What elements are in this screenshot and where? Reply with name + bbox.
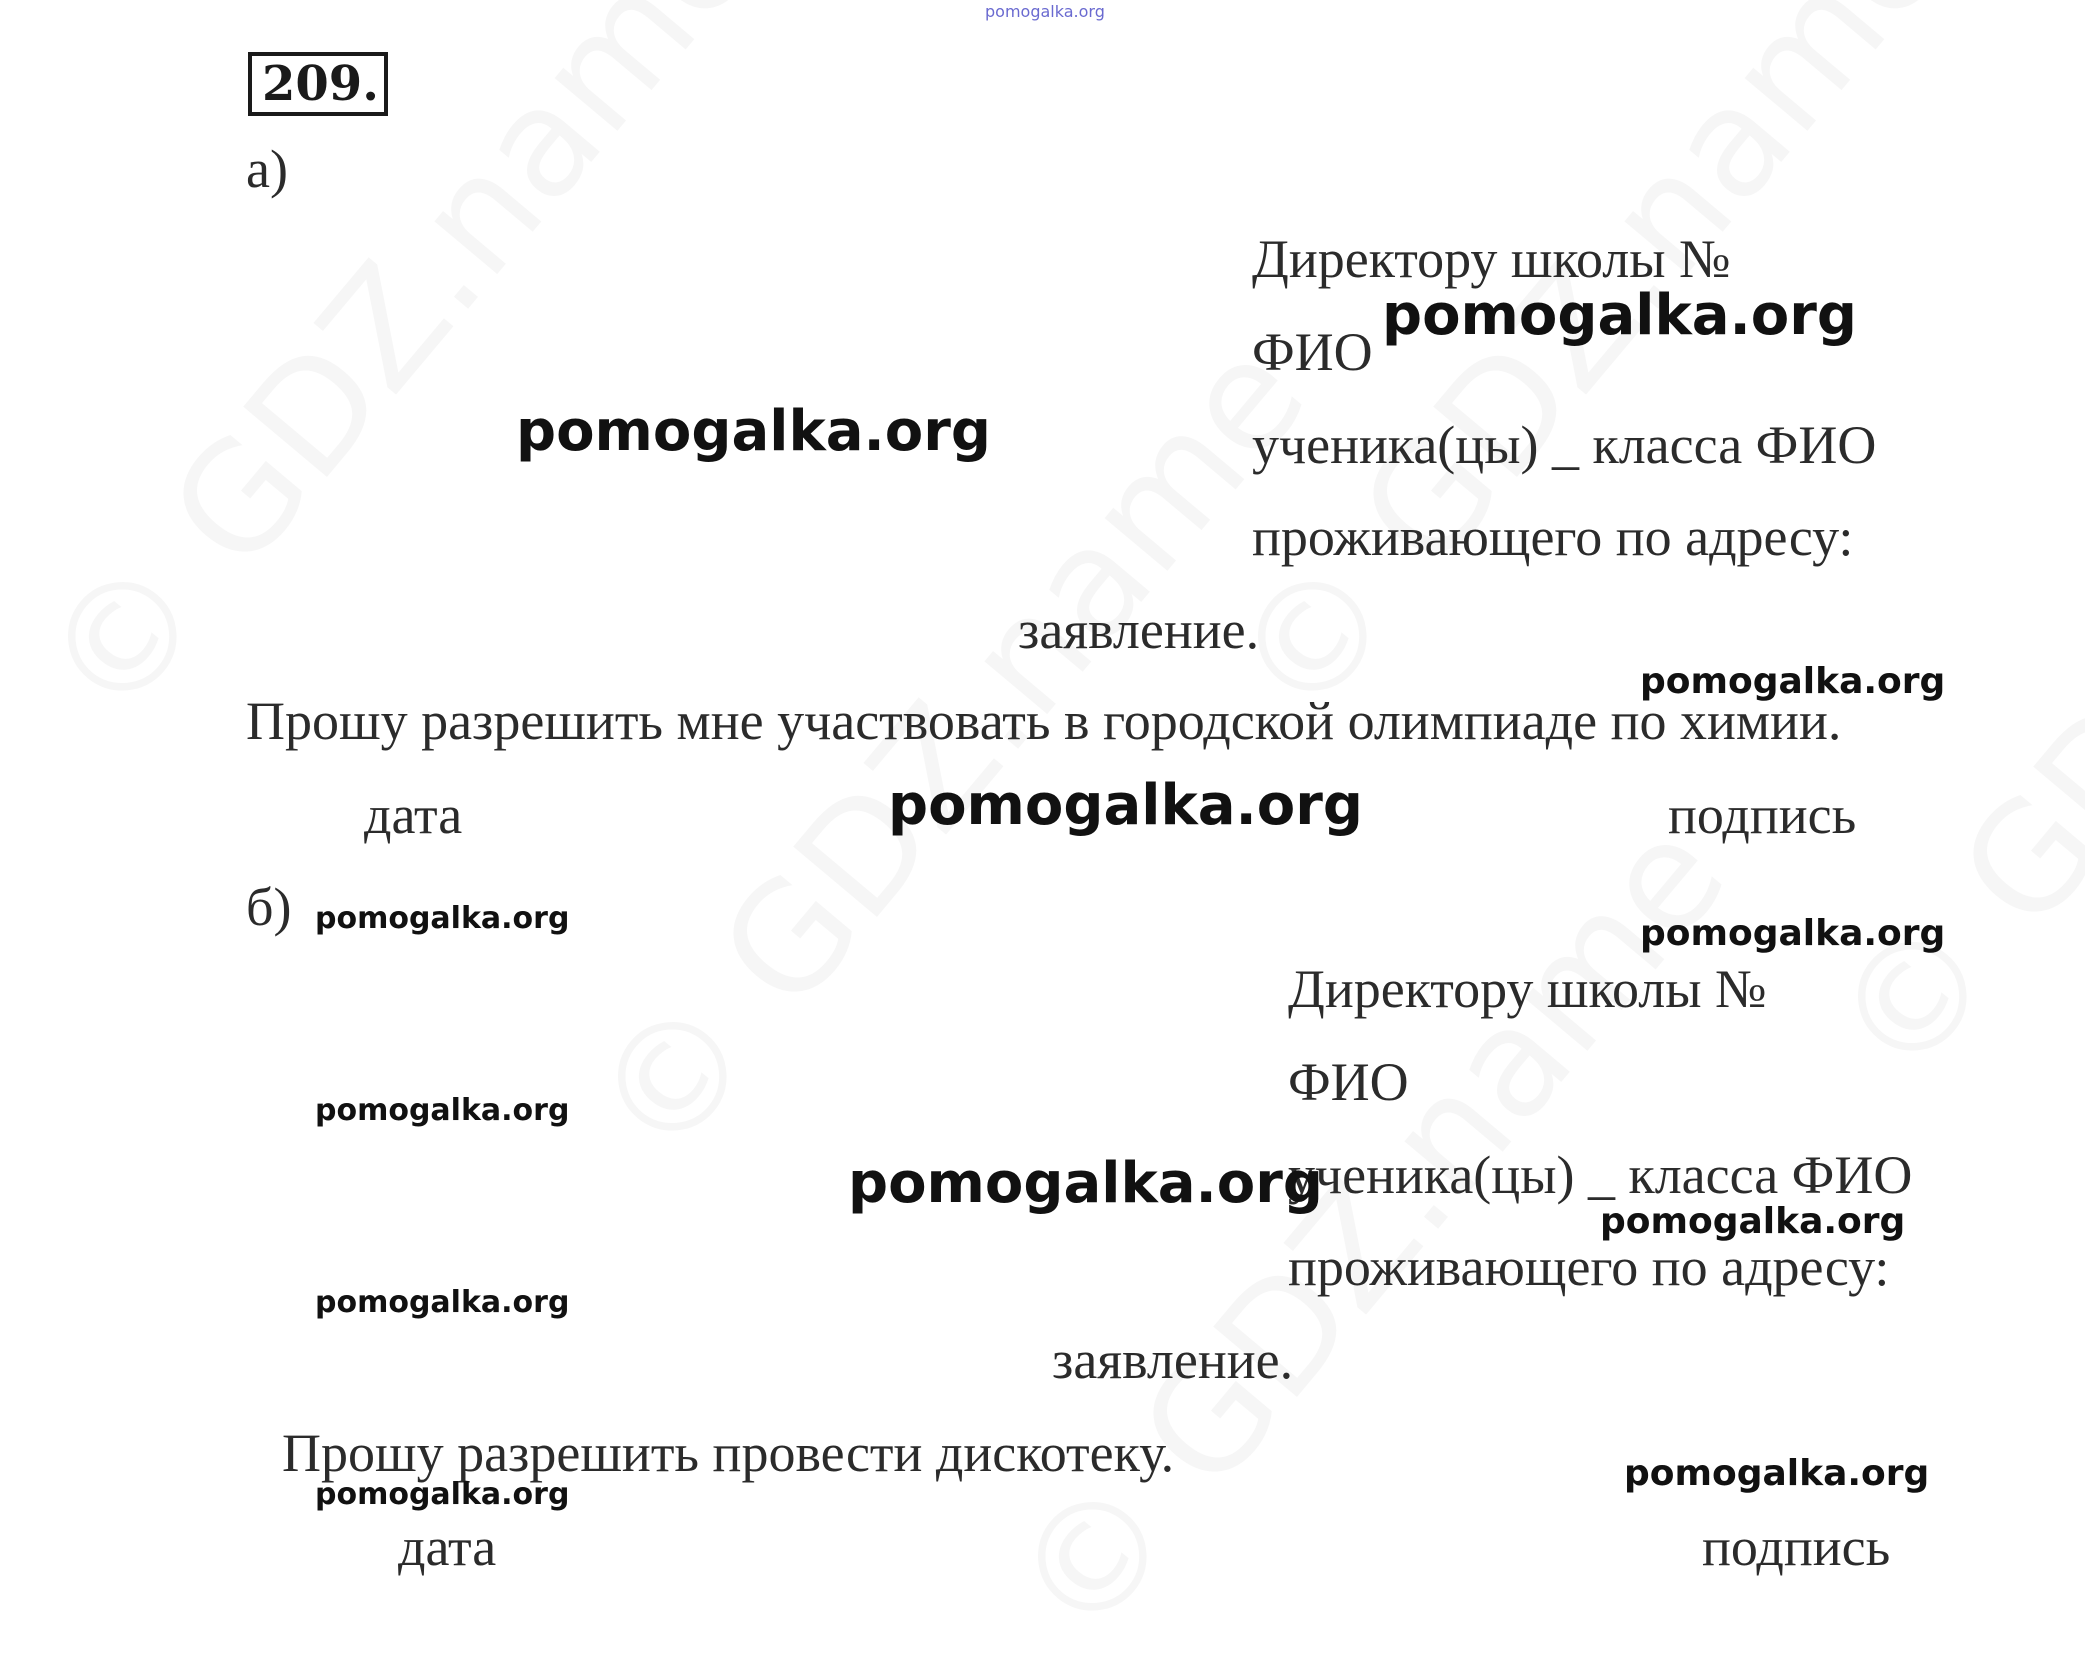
watermark-text: pomogalka.org [1624, 1453, 1930, 1494]
watermark-text: pomogalka.org [1640, 661, 1946, 702]
part-b-header-line4: проживающего по адресу: [1288, 1237, 1890, 1297]
part-b-date-label: дата [398, 1517, 497, 1577]
part-a-header-line1: Директору школы № [1252, 229, 1731, 289]
part-b-header-line1: Директору школы № [1288, 959, 1767, 1019]
part-a-date-label: дата [364, 785, 463, 845]
part-b-header-line2: ФИО [1288, 1052, 1409, 1112]
watermark-text: pomogalka.org [315, 901, 570, 936]
watermark-text: pomogalka.org [315, 1477, 570, 1512]
part-a-signature-label: подпись [1668, 785, 1857, 845]
part-b-body: Прошу разрешить провести дискотеку. [282, 1423, 1175, 1483]
watermark-text: pomogalka.org [516, 399, 991, 464]
watermark-text: pomogalka.org [848, 1151, 1323, 1216]
part-a-header-line2: ФИО [1252, 322, 1373, 382]
watermark-text: pomogalka.org [315, 1093, 570, 1128]
top-watermark: pomogalka.org [985, 2, 1105, 21]
part-b-signature-label: подпись [1702, 1517, 1891, 1577]
part-a-header-line3: ученика(цы) _ класса ФИО [1252, 415, 1877, 475]
watermark-text: pomogalka.org [888, 773, 1363, 838]
part-a-header-line4: проживающего по адресу: [1252, 507, 1854, 567]
background-watermark [10, 0, 789, 752]
part-b-label: б) [246, 877, 292, 937]
part-a-title: заявление. [1018, 600, 1260, 660]
part-b-header-line3: ученика(цы) _ класса ФИО [1288, 1145, 1913, 1205]
part-a-label: а) [246, 139, 288, 199]
watermark-text: pomogalka.org [1600, 1201, 1906, 1242]
part-a-body: Прошу разрешить мне участвовать в городской олимпиаде по химии. [246, 691, 1842, 751]
watermark-text: pomogalka.org [1640, 913, 1946, 954]
exercise-number: 209. [248, 52, 388, 116]
watermark-text: pomogalka.org [1382, 283, 1857, 348]
watermark-text: pomogalka.org [315, 1285, 570, 1320]
part-b-title: заявление. [1052, 1330, 1294, 1390]
